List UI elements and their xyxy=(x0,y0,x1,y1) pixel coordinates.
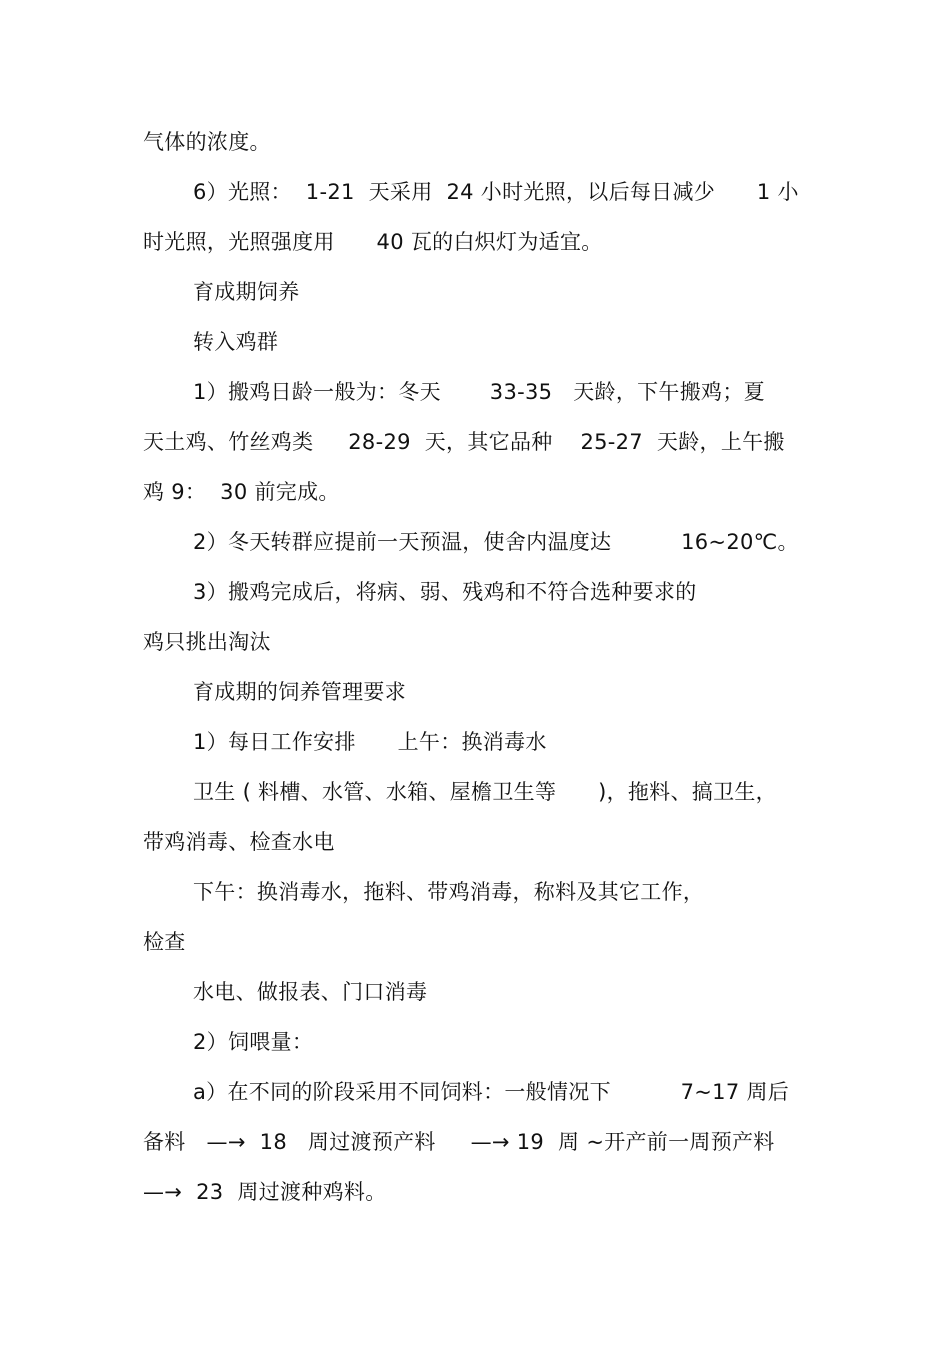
text-line-19: 2）饲喂量： xyxy=(193,1030,314,1054)
text-line-7: 天土鸡、竹丝鸡类 28-29 天，其它品种 25-27 天龄，上午搬 xyxy=(143,430,785,454)
text-line-13: 1）每日工作安排 上午：换消毒水 xyxy=(193,730,547,754)
text-line-15: 带鸡消毒、检查水电 xyxy=(143,830,335,854)
text-line-17: 检查 xyxy=(143,930,186,954)
text-line-3: 时光照，光照强度用 40 瓦的白炽灯为适宜。 xyxy=(143,230,603,254)
text-line-10: 3）搬鸡完成后，将病、弱、残鸡和不符合选种要求的 xyxy=(193,580,697,604)
text-line-16: 下午：换消毒水，拖料、带鸡消毒，称料及其它工作， xyxy=(193,880,705,904)
text-line-9: 2）冬天转群应提前一天预温，使舍内温度达 16~20℃。 xyxy=(193,530,799,554)
text-line-21: 备料 —→ 18 周过渡预产料 —→ 19 周 ~开产前一周预产料 xyxy=(143,1130,775,1154)
text-line-22: —→ 23 周过渡种鸡料。 xyxy=(143,1180,387,1204)
section-heading-2: 育成期的饲养管理要求 xyxy=(193,680,406,704)
subsection-heading: 转入鸡群 xyxy=(193,330,279,354)
text-line-1: 气体的浓度。 xyxy=(143,130,271,154)
section-heading: 育成期饲养 xyxy=(193,280,300,304)
text-line-20: a）在不同的阶段采用不同饲料：一般情况下 7~17 周后 xyxy=(193,1080,790,1104)
text-line-18: 水电、做报表、门口消毒 xyxy=(193,980,428,1004)
text-line-8: 鸡 9： 30 前完成。 xyxy=(143,480,340,504)
text-line-2: 6）光照： 1-21 天采用 24 小时光照，以后每日减少 1 小 xyxy=(193,180,799,204)
text-line-11: 鸡只挑出淘汰 xyxy=(143,630,271,654)
text-line-6: 1）搬鸡日龄一般为：冬天 33-35 天龄，下午搬鸡；夏 xyxy=(193,380,765,404)
text-line-14: 卫生 ( 料槽、水管、水箱、屋檐卫生等 )，拖料、搞卫生， xyxy=(193,780,777,804)
